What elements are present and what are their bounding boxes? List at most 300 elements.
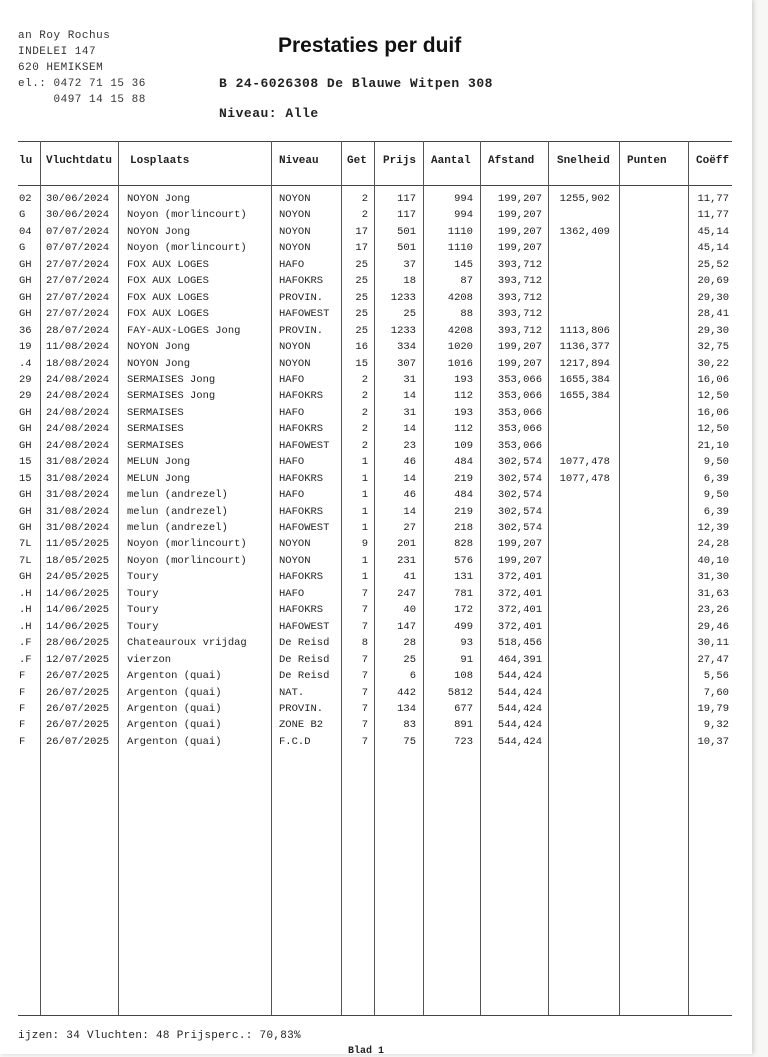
bird-id: B 24-6026308 De Blauwe Witpen 308 (219, 76, 493, 91)
cell-prize: 31 (403, 406, 416, 419)
cell-entered: 16 (355, 341, 368, 354)
cell-nr: GH (19, 275, 32, 288)
cell-nr: GH (19, 406, 32, 419)
cell-distance: 302,574 (497, 456, 542, 469)
cell-date: 31/08/2024 (46, 522, 110, 534)
cell-distance: 544,424 (497, 702, 542, 715)
cell-entered: 1 (361, 472, 368, 485)
cell-level: HAFOKRS (279, 571, 324, 584)
cell-distance: 199,207 (497, 341, 542, 354)
cell-level: De Reisd (279, 653, 330, 666)
cell-level: NAT. (279, 686, 305, 699)
cell-nr: GH (19, 258, 32, 271)
table-row (0, 701, 752, 717)
cell-nr: GH (19, 489, 32, 502)
cell-prize: 83 (403, 719, 416, 732)
cell-nr: 19 (19, 341, 32, 354)
cell-entered: 2 (361, 373, 368, 386)
cell-prize: 201 (397, 538, 416, 551)
cell-entered: 7 (361, 670, 368, 683)
cell-level: NOYON (279, 193, 311, 205)
cell-level: De Reisd (279, 637, 330, 650)
cell-location: vierzon (127, 653, 172, 666)
cell-location: Argenton (quai) (127, 719, 222, 732)
cell-speed: 1255,902 (559, 193, 610, 205)
cell-distance: 199,207 (497, 193, 542, 205)
cell-coefficient: 11,77 (697, 209, 729, 222)
cell-count: 112 (454, 423, 473, 436)
cell-entered: 15 (355, 357, 368, 370)
cell-entered: 25 (355, 275, 368, 288)
cell-nr: 15 (19, 472, 32, 485)
cell-coefficient: 12,39 (697, 522, 729, 534)
cell-prize: 501 (397, 225, 416, 238)
table-row (0, 569, 752, 585)
cell-coefficient: 40,10 (697, 554, 729, 567)
col-header-distance: Afstand (488, 155, 535, 167)
cell-level: PROVIN. (279, 324, 324, 337)
cell-level: HAFO (279, 373, 305, 386)
table-row (0, 668, 752, 684)
cell-coefficient: 28,41 (697, 308, 729, 321)
cell-level: NOYON (279, 357, 311, 370)
cell-location: Argenton (quai) (127, 670, 222, 683)
cell-entered: 25 (355, 324, 368, 337)
cell-count: 112 (454, 390, 473, 403)
cell-level: HAFOWEST (279, 439, 330, 452)
cell-location: SERMAISES Jong (127, 390, 216, 403)
cell-nr: GH (19, 291, 32, 304)
cell-prize: 147 (397, 620, 416, 633)
table-row (0, 734, 752, 750)
cell-coefficient: 9,50 (703, 489, 729, 502)
cell-distance: 199,207 (497, 242, 542, 255)
cell-prize: 231 (397, 554, 416, 567)
cell-coefficient: 6,39 (703, 505, 729, 518)
cell-distance: 353,066 (497, 423, 542, 436)
cell-prize: 442 (397, 686, 416, 699)
table-row (0, 372, 752, 388)
cell-count: 193 (454, 373, 473, 386)
cell-count: 1016 (447, 357, 473, 370)
cell-prize: 25 (403, 653, 416, 666)
cell-level: HAFO (279, 456, 305, 469)
table-row (0, 273, 752, 289)
cell-coefficient: 30,22 (697, 357, 729, 370)
cell-entered: 1 (361, 489, 368, 502)
cell-coefficient: 6,39 (703, 472, 729, 485)
cell-distance: 353,066 (497, 439, 542, 452)
cell-coefficient: 27,47 (697, 653, 729, 666)
cell-speed: 1217,894 (559, 357, 610, 370)
cell-prize: 31 (403, 373, 416, 386)
cell-nr: .H (19, 587, 32, 600)
cell-count: 499 (454, 620, 473, 633)
cell-date: 24/08/2024 (46, 439, 110, 452)
cell-coefficient: 29,30 (697, 324, 729, 337)
cell-location: Noyon (morlincourt) (127, 538, 247, 551)
cell-count: 994 (454, 209, 473, 222)
table-row (0, 487, 752, 503)
cell-count: 93 (460, 637, 473, 650)
cell-location: Argenton (quai) (127, 702, 222, 715)
cell-count: 1110 (447, 225, 473, 238)
cell-date: 27/07/2024 (46, 308, 110, 321)
cell-nr: 29 (19, 390, 32, 403)
cell-speed: 1136,377 (559, 341, 610, 354)
cell-level: HAFOWEST (279, 308, 330, 321)
cell-distance: 372,401 (497, 604, 542, 617)
cell-entered: 2 (361, 390, 368, 403)
cell-prize: 18 (403, 275, 416, 288)
table-top-rule (18, 141, 732, 142)
cell-location: Toury (127, 604, 159, 617)
cell-count: 484 (454, 489, 473, 502)
owner-phone-2: 0497 14 15 88 (18, 94, 146, 106)
col-header-count: Aantal (431, 155, 471, 167)
cell-count: 1110 (447, 242, 473, 255)
cell-distance: 518,456 (497, 637, 542, 650)
col-header-level: Niveau (279, 155, 319, 167)
cell-date: 24/08/2024 (46, 390, 110, 403)
cell-date: 28/06/2025 (46, 637, 110, 650)
cell-coefficient: 9,32 (703, 719, 729, 732)
cell-entered: 8 (361, 637, 368, 650)
cell-prize: 41 (403, 571, 416, 584)
cell-entered: 7 (361, 735, 368, 748)
table-bottom-rule (18, 1015, 732, 1016)
cell-date: 14/06/2025 (46, 604, 110, 617)
cell-distance: 544,424 (497, 719, 542, 732)
cell-nr: F (19, 686, 26, 699)
cell-entered: 17 (355, 225, 368, 238)
cell-entered: 9 (361, 538, 368, 551)
cell-nr: 29 (19, 373, 32, 386)
cell-speed: 1077,478 (559, 472, 610, 485)
cell-nr: .F (19, 637, 32, 650)
cell-date: 31/08/2024 (46, 456, 110, 469)
cell-location: Toury (127, 620, 159, 633)
cell-entered: 1 (361, 456, 368, 469)
cell-entered: 1 (361, 571, 368, 584)
cell-coefficient: 20,69 (697, 275, 729, 288)
cell-distance: 393,712 (497, 258, 542, 271)
cell-coefficient: 19,79 (697, 702, 729, 715)
cell-nr: GH (19, 571, 32, 584)
cell-prize: 117 (397, 209, 416, 222)
cell-location: NOYON Jong (127, 341, 191, 354)
cell-nr: F (19, 670, 26, 683)
cell-prize: 14 (403, 390, 416, 403)
cell-location: melun (andrezel) (127, 489, 228, 502)
cell-nr: F (19, 719, 26, 732)
cell-date: 26/07/2025 (46, 670, 110, 683)
cell-count: 219 (454, 505, 473, 518)
cell-distance: 544,424 (497, 686, 542, 699)
cell-nr: GH (19, 505, 32, 518)
cell-date: 28/07/2024 (46, 324, 110, 337)
table-row (0, 553, 752, 569)
cell-prize: 28 (403, 637, 416, 650)
cell-nr: 36 (19, 324, 32, 337)
cell-prize: 334 (397, 341, 416, 354)
col-header-speed: Snelheid (557, 155, 610, 167)
cell-prize: 501 (397, 242, 416, 255)
cell-level: HAFOKRS (279, 505, 324, 518)
cell-location: SERMAISES (127, 423, 184, 436)
cell-location: Chateauroux vrijdag (127, 637, 247, 650)
cell-entered: 17 (355, 242, 368, 255)
cell-level: NOYON (279, 242, 311, 255)
cell-date: 07/07/2024 (46, 225, 110, 238)
cell-distance: 302,574 (497, 522, 542, 534)
table-row (0, 257, 752, 273)
cell-distance: 544,424 (497, 670, 542, 683)
table-row (0, 290, 752, 306)
cell-level: HAFOWEST (279, 522, 330, 534)
cell-level: NOYON (279, 341, 311, 354)
cell-level: De Reisd (279, 670, 330, 683)
cell-count: 87 (460, 275, 473, 288)
cell-location: SERMAISES Jong (127, 373, 216, 386)
cell-distance: 372,401 (497, 587, 542, 600)
cell-level: NOYON (279, 554, 311, 567)
owner-city: 620 HEMIKSEM (18, 62, 104, 74)
cell-coefficient: 31,63 (697, 587, 729, 600)
cell-entered: 1 (361, 522, 368, 534)
cell-nr: 7L (19, 538, 32, 551)
cell-entered: 2 (361, 439, 368, 452)
cell-coefficient: 16,06 (697, 373, 729, 386)
cell-distance: 199,207 (497, 554, 542, 567)
owner-name: an Roy Rochus (18, 30, 111, 42)
table-row (0, 536, 752, 552)
cell-date: 26/07/2025 (46, 735, 110, 748)
owner-phone: el.: 0472 71 15 36 (18, 78, 146, 90)
cell-distance: 199,207 (497, 357, 542, 370)
col-header-location: Losplaats (130, 155, 190, 167)
cell-prize: 25 (403, 308, 416, 321)
cell-coefficient: 16,06 (697, 406, 729, 419)
cell-location: FOX AUX LOGES (127, 275, 209, 288)
cell-date: 27/07/2024 (46, 291, 110, 304)
cell-nr: .F (19, 653, 32, 666)
cell-distance: 353,066 (497, 373, 542, 386)
cell-count: 576 (454, 554, 473, 567)
cell-entered: 2 (361, 209, 368, 222)
cell-prize: 117 (397, 193, 416, 205)
summary-line: ijzen: 34 Vluchten: 48 Prijsperc.: 70,83% (18, 1030, 301, 1042)
cell-distance: 302,574 (497, 505, 542, 518)
cell-distance: 372,401 (497, 620, 542, 633)
cell-count: 108 (454, 670, 473, 683)
cell-entered: 1 (361, 554, 368, 567)
cell-count: 131 (454, 571, 473, 584)
col-header-entered: Get (347, 155, 367, 167)
cell-location: melun (andrezel) (127, 505, 228, 518)
cell-coefficient: 12,50 (697, 423, 729, 436)
cell-nr: 02 (19, 193, 32, 205)
cell-speed: 1113,806 (559, 324, 610, 337)
cell-nr: .H (19, 604, 32, 617)
cell-count: 4208 (447, 324, 473, 337)
cell-entered: 7 (361, 587, 368, 600)
cell-nr: 04 (19, 225, 32, 238)
cell-coefficient: 7,60 (703, 686, 729, 699)
cell-count: 781 (454, 587, 473, 600)
cell-location: Argenton (quai) (127, 686, 222, 699)
cell-entered: 2 (361, 406, 368, 419)
cell-nr: .4 (19, 357, 32, 370)
cell-level: HAFOKRS (279, 604, 324, 617)
col-header-date: Vluchtdatu (46, 155, 113, 167)
cell-count: 4208 (447, 291, 473, 304)
cell-location: NOYON Jong (127, 225, 191, 238)
cell-date: 26/07/2025 (46, 719, 110, 732)
cell-level: ZONE B2 (279, 719, 324, 732)
cell-count: 219 (454, 472, 473, 485)
cell-entered: 7 (361, 686, 368, 699)
cell-nr: F (19, 735, 26, 748)
cell-distance: 393,712 (497, 324, 542, 337)
cell-date: 27/07/2024 (46, 275, 110, 288)
cell-level: PROVIN. (279, 702, 324, 715)
cell-coefficient: 10,37 (697, 735, 729, 748)
cell-location: FOX AUX LOGES (127, 291, 209, 304)
cell-count: 484 (454, 456, 473, 469)
cell-count: 994 (454, 193, 473, 205)
cell-date: 18/05/2025 (46, 554, 110, 567)
col-header-points: Punten (627, 155, 667, 167)
cell-date: 24/08/2024 (46, 423, 110, 436)
cell-location: NOYON Jong (127, 357, 191, 370)
cell-distance: 199,207 (497, 538, 542, 551)
cell-level: HAFOKRS (279, 390, 324, 403)
col-header-coefficient: Coëff (696, 155, 730, 167)
cell-location: MELUN Jong (127, 472, 191, 485)
cell-coefficient: 9,50 (703, 456, 729, 469)
cell-count: 172 (454, 604, 473, 617)
cell-coefficient: 23,26 (697, 604, 729, 617)
level-filter: Niveau: Alle (219, 106, 319, 121)
table-row (0, 652, 752, 668)
cell-coefficient: 30,11 (697, 637, 729, 650)
table-row (0, 471, 752, 487)
cell-entered: 25 (355, 258, 368, 271)
cell-prize: 1233 (390, 291, 416, 304)
cell-location: Toury (127, 571, 159, 584)
cell-entered: 7 (361, 620, 368, 633)
table-row (0, 586, 752, 602)
cell-prize: 46 (403, 456, 416, 469)
cell-level: HAFOKRS (279, 472, 324, 485)
cell-level: HAFO (279, 587, 305, 600)
table-row (0, 438, 752, 454)
cell-location: Noyon (morlincourt) (127, 242, 247, 255)
cell-location: Noyon (morlincourt) (127, 209, 247, 222)
table-row (0, 520, 752, 536)
cell-location: Noyon (morlincourt) (127, 554, 247, 567)
cell-speed: 1655,384 (559, 390, 610, 403)
cell-date: 26/07/2025 (46, 686, 110, 699)
cell-entered: 7 (361, 719, 368, 732)
cell-prize: 14 (403, 423, 416, 436)
cell-entered: 2 (361, 423, 368, 436)
table-row (0, 323, 752, 339)
cell-prize: 23 (403, 439, 416, 452)
cell-date: 24/05/2025 (46, 571, 110, 584)
cell-level: HAFOWEST (279, 620, 330, 633)
cell-level: NOYON (279, 538, 311, 551)
cell-distance: 393,712 (497, 308, 542, 321)
cell-entered: 25 (355, 308, 368, 321)
cell-prize: 1233 (390, 324, 416, 337)
cell-prize: 307 (397, 357, 416, 370)
cell-date: 12/07/2025 (46, 653, 110, 666)
cell-speed: 1077,478 (559, 456, 610, 469)
table-row (0, 602, 752, 618)
cell-date: 11/05/2025 (46, 538, 110, 551)
cell-nr: GH (19, 522, 32, 534)
cell-count: 88 (460, 308, 473, 321)
cell-coefficient: 31,30 (697, 571, 729, 584)
cell-coefficient: 12,50 (697, 390, 729, 403)
cell-date: 18/08/2024 (46, 357, 110, 370)
cell-location: FOX AUX LOGES (127, 258, 209, 271)
cell-coefficient: 11,77 (697, 193, 729, 205)
cell-coefficient: 29,46 (697, 620, 729, 633)
cell-prize: 75 (403, 735, 416, 748)
col-header-prize: Prijs (383, 155, 417, 167)
cell-location: Argenton (quai) (127, 735, 222, 748)
cell-date: 31/08/2024 (46, 505, 110, 518)
cell-distance: 199,207 (497, 225, 542, 238)
cell-count: 828 (454, 538, 473, 551)
cell-level: HAFOKRS (279, 423, 324, 436)
cell-nr: G (19, 209, 26, 222)
cell-count: 723 (454, 735, 473, 748)
cell-date: 30/06/2024 (46, 193, 110, 205)
cell-nr: 15 (19, 456, 32, 469)
cell-location: FOX AUX LOGES (127, 308, 209, 321)
cell-date: 14/06/2025 (46, 620, 110, 633)
cell-nr: GH (19, 439, 32, 452)
cell-distance: 353,066 (497, 390, 542, 403)
cell-entered: 7 (361, 604, 368, 617)
cell-distance: 464,391 (497, 653, 542, 666)
cell-distance: 393,712 (497, 275, 542, 288)
cell-prize: 6 (409, 670, 416, 683)
cell-location: MELUN Jong (127, 456, 191, 469)
cell-nr: GH (19, 423, 32, 436)
cell-entered: 25 (355, 291, 368, 304)
cell-coefficient: 45,14 (697, 225, 729, 238)
table-row (0, 454, 752, 470)
cell-coefficient: 45,14 (697, 242, 729, 255)
cell-distance: 393,712 (497, 291, 542, 304)
cell-prize: 27 (403, 522, 416, 534)
table-row (0, 405, 752, 421)
cell-coefficient: 5,56 (703, 670, 729, 683)
cell-distance: 372,401 (497, 571, 542, 584)
cell-count: 218 (454, 522, 473, 534)
cell-distance: 199,207 (497, 209, 542, 222)
cell-level: HAFO (279, 258, 305, 271)
cell-nr: 7L (19, 554, 32, 567)
cell-entered: 1 (361, 505, 368, 518)
cell-entered: 7 (361, 702, 368, 715)
cell-level: F.C.D (279, 735, 311, 748)
